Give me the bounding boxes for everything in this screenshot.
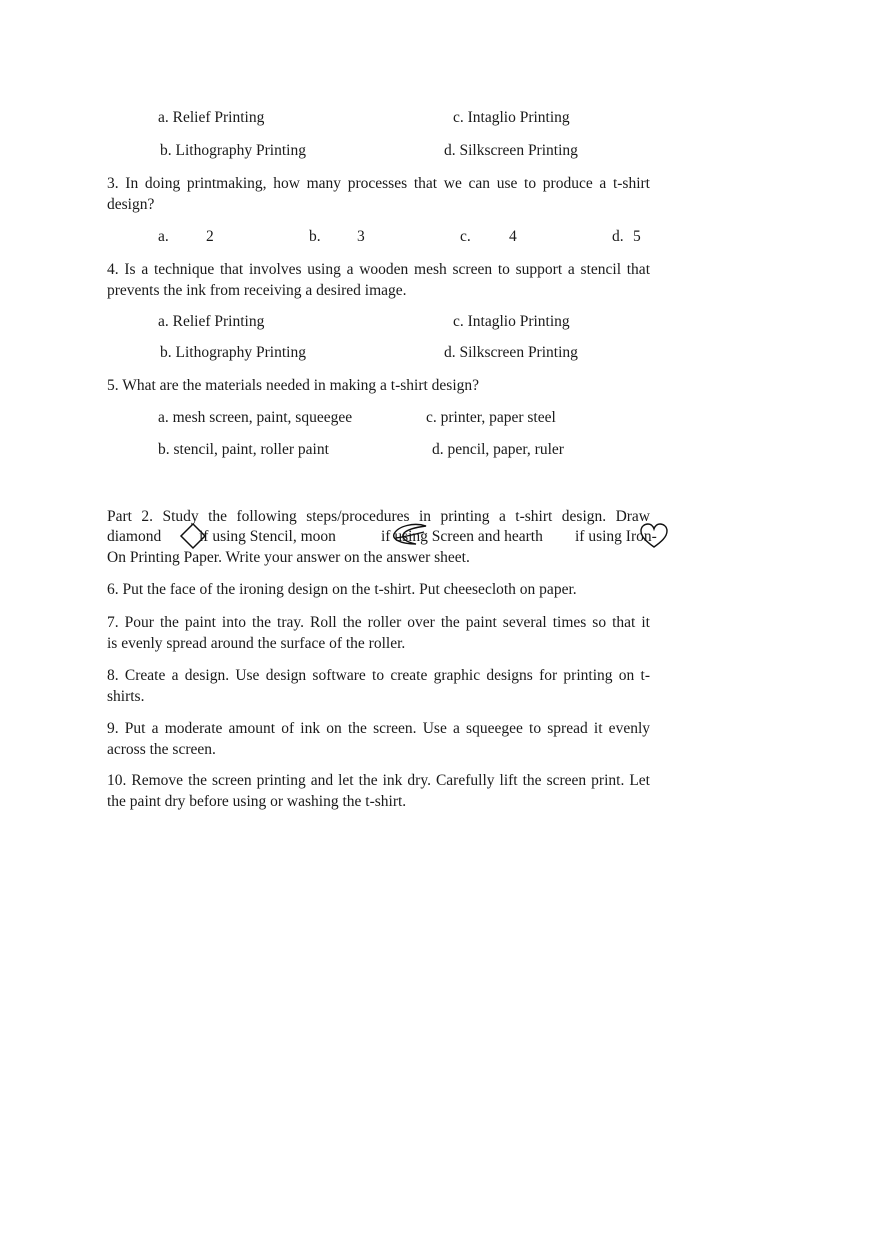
q2-option-c: c. Intaglio Printing xyxy=(453,109,570,126)
item-10-line-2: the paint dry before using or washing the t-shirt. xyxy=(107,793,407,810)
item-9 xyxy=(107,718,650,760)
q4-option-a: a. Relief Printing xyxy=(158,313,265,330)
q2-option-a: a. Relief Printing xyxy=(158,109,265,126)
q4-option-c: c. Intaglio Printing xyxy=(453,313,570,330)
question-4 xyxy=(107,259,650,301)
q3-option-a-letter: a. xyxy=(158,228,169,245)
item-10 xyxy=(107,770,650,812)
question-3 xyxy=(107,173,650,215)
q3-option-c-letter: c. xyxy=(460,228,471,245)
item-8-line-1: 8. Create a design. Use design software to create graphic designs for printing on t- xyxy=(107,667,650,684)
item-7-line-2: is evenly spread around the surface of the roller. xyxy=(107,635,406,652)
item-8-line-2: shirts. xyxy=(107,688,145,705)
item-8 xyxy=(107,665,650,707)
q3-option-d-letter: d. xyxy=(612,228,624,245)
q5-option-c: c. printer, paper steel xyxy=(426,409,556,426)
question-5: 5. What are the materials needed in making a t-shirt design? xyxy=(107,377,480,394)
item-7 xyxy=(107,612,650,654)
question-3-line-2: design? xyxy=(107,196,155,213)
q3-option-d-value: 5 xyxy=(633,228,641,245)
heart-icon xyxy=(639,522,669,550)
question-4-line-1: 4. Is a technique that involves using a wooden mesh screen to support a stencil that xyxy=(107,261,650,278)
item-9-line-2: across the screen. xyxy=(107,741,216,758)
part-2-iron-text: if using Iron- xyxy=(575,528,657,545)
part-2-stencil-text: if using Stencil, moon xyxy=(199,528,336,545)
question-3-line-1: 3. In doing printmaking, how many processes that we can use to produce a t-shirt xyxy=(107,175,650,192)
q3-option-b-letter: b. xyxy=(309,228,321,245)
item-6: 6. Put the face of the ironing design on the t-shirt. Put cheesecloth on paper. xyxy=(107,581,577,598)
part-2-diamond-word: diamond xyxy=(107,528,162,545)
q3-option-a-value: 2 xyxy=(206,228,214,245)
q2-option-b: b. Lithography Printing xyxy=(160,142,306,159)
part-2-line-3: On Printing Paper. Write your answer on the answer sheet. xyxy=(107,549,470,566)
q4-option-d: d. Silkscreen Printing xyxy=(444,344,578,361)
q5-option-a: a. mesh screen, paint, squeegee xyxy=(158,409,353,426)
question-4-line-2: prevents the ink from receiving a desired image. xyxy=(107,282,407,299)
item-9-line-1: 9. Put a moderate amount of ink on the screen. Use a squeegee to spread it evenly xyxy=(107,720,650,737)
q4-option-b: b. Lithography Printing xyxy=(160,344,306,361)
q5-option-d: d. pencil, paper, ruler xyxy=(432,441,564,458)
q3-option-c-value: 4 xyxy=(509,228,517,245)
q2-option-d: d. Silkscreen Printing xyxy=(444,142,578,159)
part-2-screen-text: if using Screen and hearth xyxy=(381,528,543,545)
moon-icon xyxy=(390,522,428,548)
diamond-icon xyxy=(178,522,208,552)
item-10-line-1: 10. Remove the screen printing and let the ink dry. Carefully lift the screen print. Let xyxy=(107,772,650,789)
part-2-line-1: Part 2. Study the following steps/procedures in printing a t-shirt design. Draw xyxy=(107,508,650,525)
item-7-line-1: 7. Pour the paint into the tray. Roll the roller over the paint several times so that it xyxy=(107,614,650,631)
q5-option-b: b. stencil, paint, roller paint xyxy=(158,441,329,458)
q3-option-b-value: 3 xyxy=(357,228,365,245)
